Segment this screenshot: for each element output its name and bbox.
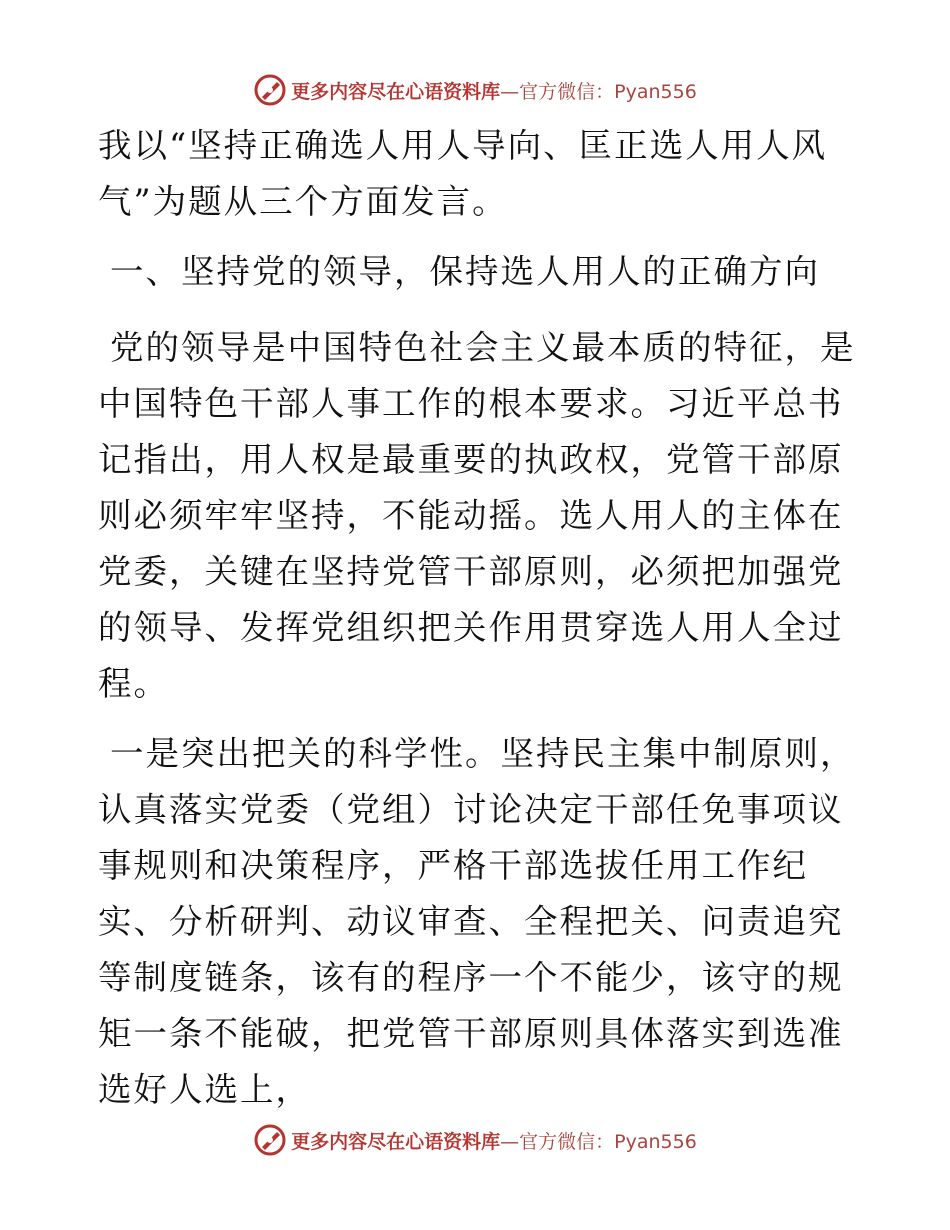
footer-banner [0,1120,950,1160]
document-body [98,118,858,1132]
section-heading: 一、坚持党的领导，保持选人用人的正确方向 [110,252,820,291]
brand-logo-icon [253,73,287,107]
body-paragraph: 党的领导是中国特色社会主义最本质的特征，是中国特色干部人事工作的根本要求。习近平总书记指出，用人权是最重要的执政权，党管干部原则必须牢牢坚持，不能动摇。选人用人的主体在党委，关键在坚持党管干部原则，必须把加强党的领导、发挥党组织把关作用贯穿选人用人全过程。 [98,328,856,703]
footer-contact-text: —官方微信：Pyan556 [500,1130,697,1153]
header-banner [0,70,950,110]
footer-brand-text: 更多内容尽在心语资料库 [291,1130,501,1153]
brand-logo-icon [253,1123,287,1157]
body-paragraph: 一是突出把关的科学性。坚持民主集中制原则，认真落实党委（党组）讨论决定干部任免事项议事规则和决策程序，严格干部选拔任用工作纪实、分析研判、动议审查、全程把关、问责追究等制度链条，该有的程序一个不能少，该守的规矩一条不能破，把党管干部原则具体落实到选准选好人选上， [98,734,856,1109]
intro-paragraph: 我以“坚持正确选人用人导向、匡正选人用人风气”为题从三个方面发言。 [98,126,828,221]
header-contact-text: —官方微信：Pyan556 [500,80,697,103]
header-brand-text: 更多内容尽在心语资料库 [291,80,501,103]
